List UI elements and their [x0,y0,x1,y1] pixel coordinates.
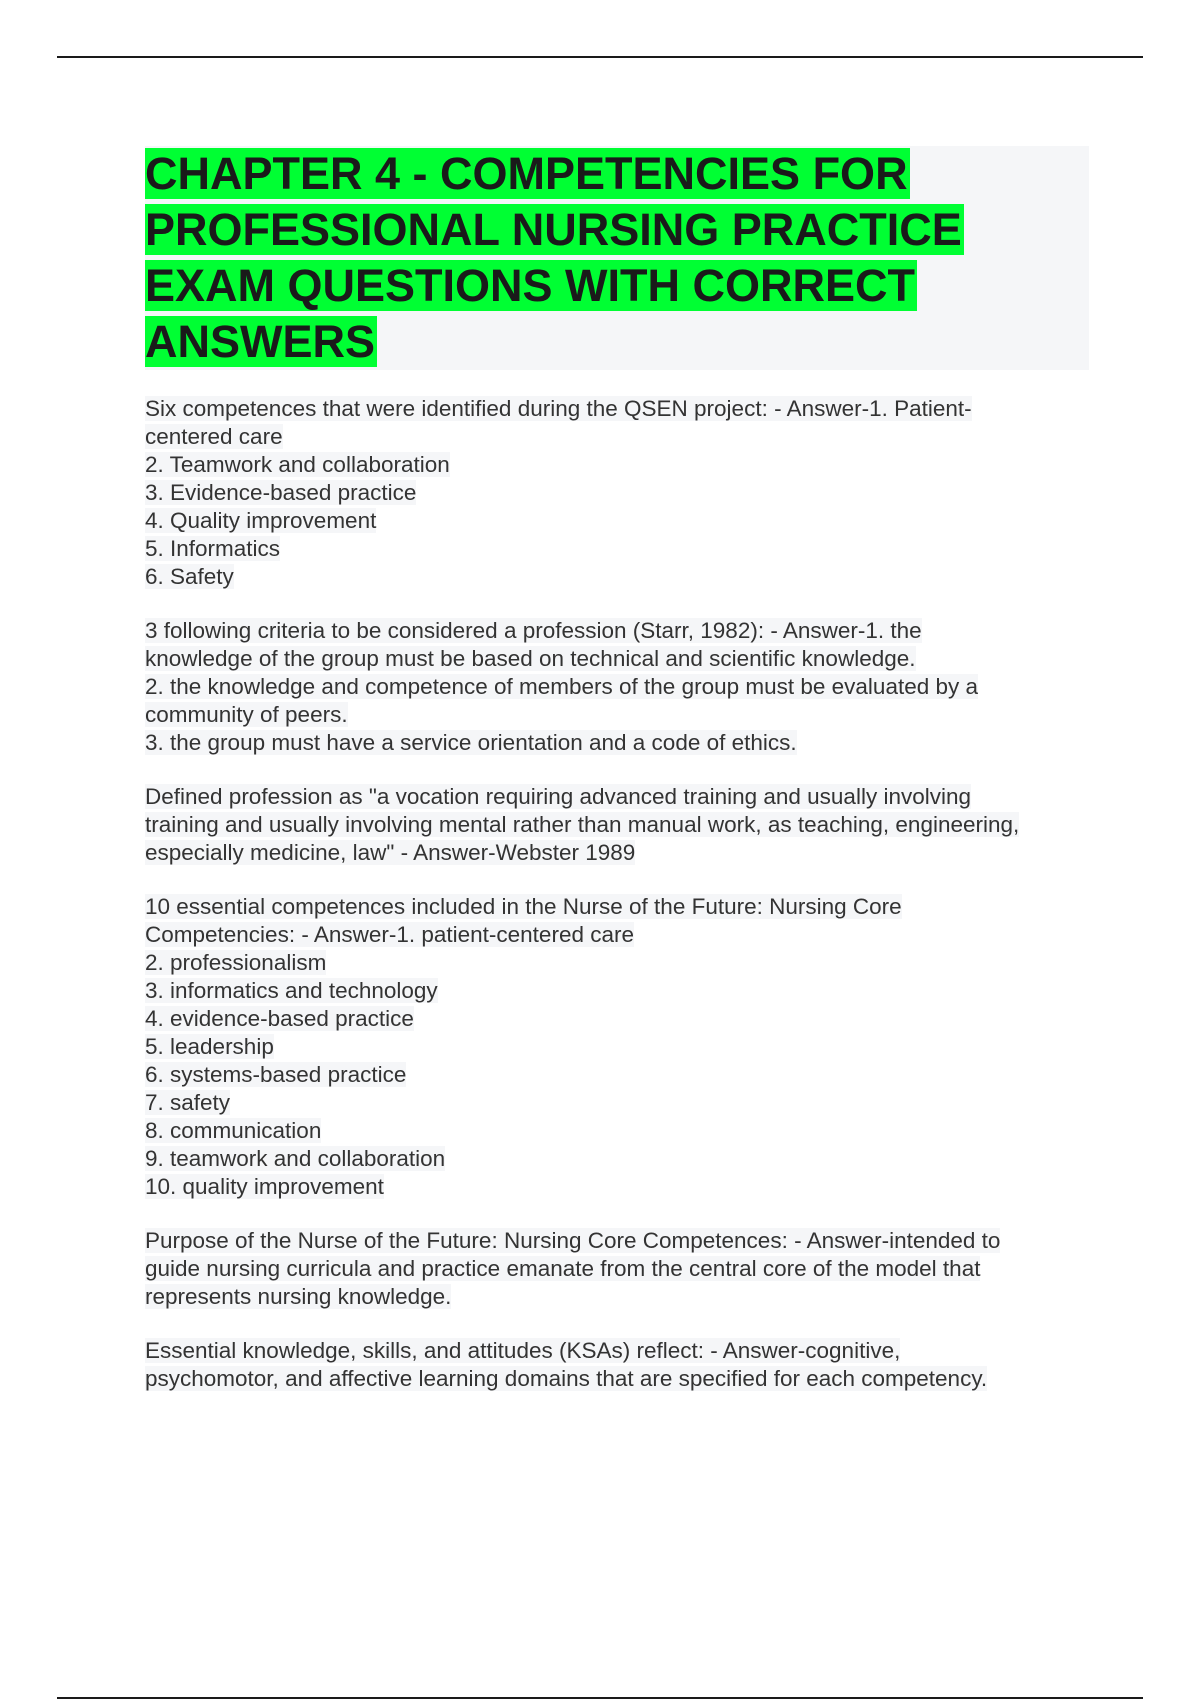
qa-line-text: Defined profession as "a vocation requiring advanced training and usually involving [145,784,971,809]
qa-line-text: 7. safety [145,1090,231,1115]
title-line: EXAM QUESTIONS WITH CORRECT [145,260,916,311]
qa-line [145,977,1095,1005]
qa-line-text: 6. systems-based practice [145,1062,407,1087]
qa-line-text: 10. quality improvement [145,1174,384,1199]
title-line: PROFESSIONAL NURSING PRACTICE [145,204,962,255]
title-line: CHAPTER 4 - COMPETENCIES FOR [145,148,908,199]
qa-line-text: 9. teamwork and collaboration [145,1146,446,1171]
qa-item [145,395,1095,591]
qa-list [145,395,1095,1419]
qa-line-text: 5. leadership [145,1034,274,1059]
qa-line-text: 2. professionalism [145,950,327,975]
qa-line-text: 5. Informatics [145,536,281,561]
qa-line [145,1005,1095,1033]
qa-line-text: 4. Quality improvement [145,508,377,533]
qa-line [145,729,1095,757]
qa-line-text: 6. Safety [145,564,234,589]
qa-line [145,1117,1095,1145]
document-title [145,146,1089,370]
title-block [145,146,1089,370]
qa-line [145,507,1095,535]
qa-line-text: 3. informatics and technology [145,978,438,1003]
qa-line [145,1255,1095,1283]
qa-line [145,423,1095,451]
qa-line [145,1033,1095,1061]
qa-line [145,1089,1095,1117]
qa-item [145,1227,1095,1311]
qa-line-text: training and usually involving mental rather than manual work, as teaching, engineering, [145,812,1020,837]
qa-line [145,673,1095,701]
qa-line [145,701,1095,729]
qa-line [145,1145,1095,1173]
qa-line [145,783,1095,811]
qa-line-text: 3 following criteria to be considered a profession (Starr, 1982): - Answer-1. the [145,618,922,643]
qa-line [145,451,1095,479]
qa-line-text: 3. the group must have a service orientation and a code of ethics. [145,730,797,755]
qa-line [145,1173,1095,1201]
qa-line [145,535,1095,563]
qa-line-text: Purpose of the Nurse of the Future: Nursing Core Competences: - Answer-intended to [145,1228,1001,1253]
qa-line-text: represents nursing knowledge. [145,1284,452,1309]
title-line: ANSWERS [145,316,376,367]
qa-line-text: 8. communication [145,1118,322,1143]
qa-line [145,811,1095,839]
qa-line-text: psychomotor, and affective learning domains that are specified for each competency. [145,1366,988,1391]
qa-line [145,1061,1095,1089]
qa-line-text: 2. Teamwork and collaboration [145,452,450,477]
qa-line-text: especially medicine, law" - Answer-Webster 1989 [145,840,636,865]
qa-line [145,839,1095,867]
qa-line-text: 10 essential competences included in the Nurse of the Future: Nursing Core [145,894,902,919]
qa-item [145,783,1095,867]
qa-line-text: community of peers. [145,702,348,727]
qa-line-text: knowledge of the group must be based on technical and scientific knowledge. [145,646,916,671]
qa-line-text: guide nursing curricula and practice emanate from the central core of the model that [145,1256,981,1281]
qa-item [145,1337,1095,1393]
qa-line-text: Essential knowledge, skills, and attitudes (KSAs) reflect: - Answer-cognitive, [145,1338,901,1363]
qa-line [145,1227,1095,1255]
qa-line-text: Competencies: - Answer-1. patient-centered care [145,922,634,947]
qa-line-text: 2. the knowledge and competence of members of the group must be evaluated by a [145,674,979,699]
footer-rule [57,1697,1143,1699]
qa-line [145,1365,1095,1393]
qa-line [145,921,1095,949]
qa-line [145,1283,1095,1311]
header-rule [57,56,1143,58]
qa-item [145,893,1095,1201]
qa-line-text: Six competences that were identified during the QSEN project: - Answer-1. Patient- [145,396,972,421]
qa-line [145,395,1095,423]
qa-line [145,1337,1095,1365]
qa-item [145,617,1095,757]
qa-line [145,893,1095,921]
qa-line-text: 4. evidence-based practice [145,1006,414,1031]
qa-line [145,617,1095,645]
qa-line-text: 3. Evidence-based practice [145,480,417,505]
qa-line [145,479,1095,507]
qa-line-text: centered care [145,424,283,449]
qa-line [145,949,1095,977]
qa-line [145,563,1095,591]
qa-line [145,645,1095,673]
